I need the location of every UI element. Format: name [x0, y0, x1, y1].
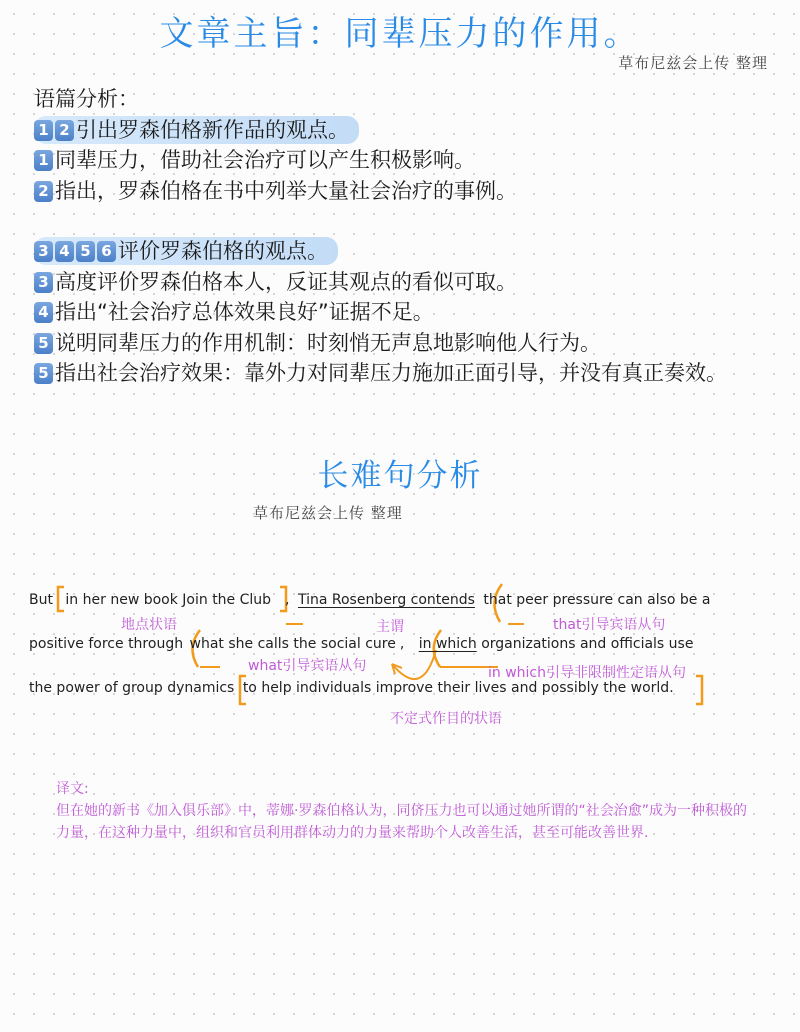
badge: 1 [34, 150, 53, 171]
list-item-text: 同辈压力，借助社会治疗可以产生积极影响。 [55, 148, 475, 172]
sentence-text: But [29, 592, 53, 608]
badge: 5 [76, 241, 95, 262]
annotation-label: what引导宾语从句 [248, 658, 367, 674]
discourse-heading: 语篇分析： [34, 87, 139, 111]
sentence-text: that peer pressure can also be a [483, 592, 711, 608]
sentence-text: what she calls the social cure [189, 636, 396, 652]
badge: 2 [34, 181, 53, 202]
list-item-text: 说明同辈压力的作用机制：时刻悄无声息地影响他人行为。 [55, 330, 601, 355]
section-title: 长难句分析 [317, 458, 483, 494]
sentence-line: positive force through what she calls the social cure , in which organizations and officials use [29, 636, 694, 652]
annotation-label: in which引导非限制性定语从句 [488, 665, 686, 681]
sentence-subject-predicate: Tina Rosenberg contends [297, 592, 475, 608]
credit-mid: 草布尼兹会上传 整理 [253, 504, 403, 522]
group1-text: 引出罗森伯格新作品的观点。 [76, 117, 349, 142]
annotation-label: 主谓 [376, 619, 404, 635]
annotation-label: that引导宾语从句 [553, 617, 666, 633]
badge: 1 [34, 120, 53, 141]
which-arrow [392, 650, 436, 679]
page-title: 文章主旨：同辈压力的作用。 [159, 14, 641, 54]
badge: 4 [55, 241, 74, 262]
group2-text: 评价罗森伯格的观点。 [118, 239, 328, 263]
badge: 2 [55, 120, 74, 141]
badge: 4 [34, 302, 53, 323]
annotation-label: 地点状语 [121, 617, 177, 633]
list-item-text: 指出，罗森伯格在书中列举大量社会治疗的事例。 [55, 178, 517, 203]
sentence-line: But in her new book Join the Club , Tina Rosenberg contends that peer pressure can also be a [29, 592, 711, 608]
sentence-text: in which [418, 636, 477, 652]
list-item-text: 高度评价罗森伯格本人，反证其观点的看似可取。 [55, 269, 517, 294]
list-item-text: 指出“社会治疗总体效果良好”证据不足。 [55, 300, 434, 324]
badge: 6 [97, 241, 116, 262]
credit-top: 草布尼兹会上传 整理 [618, 54, 768, 72]
sentence-line [29, 680, 674, 696]
sentence-text: the power of group dynamics [29, 680, 235, 696]
translation-text: 但在她的新书《加入俱乐部》中，蒂娜·罗森伯格认为，同侪压力也可以通过她所谓的“社会治愈”成为一种积极的力量，在这种力量中，组织和官员利用群体动力的力量来帮助个人改善生活，甚至可能改善世界. [56, 803, 747, 841]
sentence-text: in her new book Join the Club [65, 592, 272, 608]
bracket-right [696, 676, 702, 704]
badge: 5 [34, 333, 53, 354]
sentence-text: positive force through [29, 636, 184, 652]
badge: 3 [34, 272, 53, 293]
sentence-text: organizations and officials use [481, 636, 694, 652]
sentence-text: to help individuals improve their lives and possibly the world. [242, 680, 674, 696]
badge: 3 [34, 241, 53, 262]
badge: 5 [34, 363, 53, 384]
translation-label: 译文: [56, 781, 89, 797]
list-item-text: 指出社会治疗效果：靠外力对同辈压力施加正面引导，并没有真正奏效。 [55, 361, 727, 385]
annotation-label: 不定式作目的状语 [390, 711, 502, 727]
